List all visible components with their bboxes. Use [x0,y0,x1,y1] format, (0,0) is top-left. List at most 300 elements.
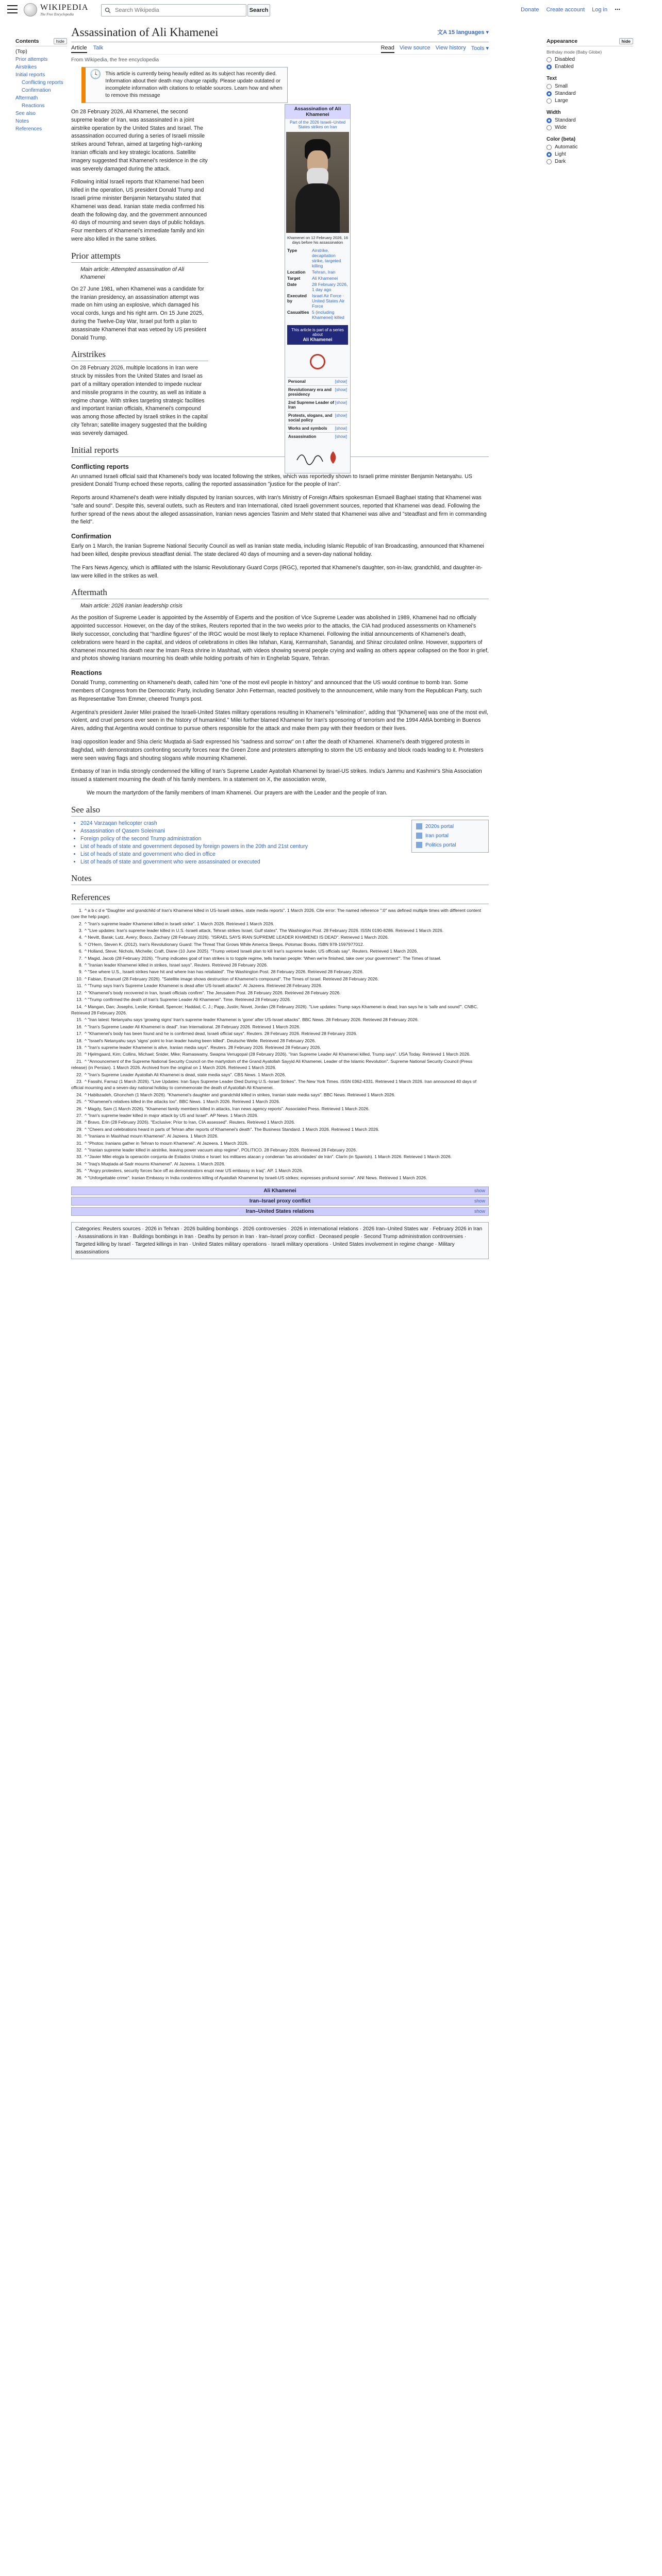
see-also-item[interactable]: • 2024 Varzaqan helicopter crash [80,820,319,827]
collapsible-label: Works and symbols [288,426,327,431]
infobox-value[interactable]: Tehran, Iran [312,269,336,275]
category-links[interactable]: Categories: Reuters sources · 2026 in Tehran · 2026 building bombings · 2026 controversies · 2026 in international relations · 2026 Iran–United States war · February 2026 in Iran · Assassinations in Iran · Buildings bombings in Iran · Deaths by person in Iran · Iran–Israel proxy conflict · Deceased people · Second Trump administration controversies · Targeted killing by Israel · Targeted killings in Iran · United States military operations · Israeli military operations · United States involvement in regime change · Military assassinations [71,1222,489,1259]
heading-airstrikes: Airstrikes [71,349,208,361]
infobox-key: Date [287,282,297,287]
reference-number: 19. [76,1044,82,1050]
search-input[interactable] [114,7,238,14]
site-header [0,0,662,21]
reference-number: 20. [76,1052,82,1057]
infobox-collapsible[interactable] [287,411,348,424]
reference-item [71,969,489,975]
show-toggle[interactable]: [show] [335,379,347,384]
reference-number: 31. [76,1140,82,1146]
portal-icon [416,833,422,839]
heading-references: References [71,892,489,904]
show-toggle[interactable]: [show] [335,426,347,431]
reference-item [71,990,489,996]
reference-item [71,934,489,940]
radio-button[interactable] [547,125,552,130]
radio-option[interactable] [547,125,633,130]
radio-option[interactable] [547,91,633,96]
reference-number: 1. [78,907,82,913]
language-button[interactable]: 文A 15 languages ▾ [437,29,489,36]
radio-label: Large [555,98,568,104]
reference-text[interactable]: ^ "Iranians in Mashhad mourn Khamenei". Al Jazeera. 1 March 2026. [85,1133,219,1139]
signature-image [285,442,350,473]
reference-item [71,1098,489,1105]
reference-item [71,1030,489,1037]
color-title: Color (beta) [547,137,576,142]
reactions-paragraph-2: Argentina's president Javier Milei praised the Israeli-United States military operations resulting in Khamenei's "elimination", adding that "[Khamenei] was one of the most evil, violent, and cruel persons ever seen in the history of humankind." Milei further blamed Khamenei for Iran's sponsoring of terrorism and the 1994 AMIA bombing in Buenos Aires, adding that Argentina would continue to pursue others responsible for the attack and make them pay with their freedom or their lives. [71,709,489,732]
infobox-collapsible[interactable] [287,385,348,398]
heading-prior-attempts: Prior attempts [71,251,208,263]
reference-item [71,955,489,961]
reference-text[interactable]: ^ "Iranian supreme leader killed in airstrike, leaving power vacuum atop regime". POLITICO. 28 February 2026. Retrieved 28 February 2026. [85,1147,357,1153]
reference-text[interactable]: ^ "Khamenei's body recovered in Iran, Israeli officials confirm". The Jerusalem Post. 28 February 2026. Retrieved 28 February 2026. [85,990,341,995]
more-options-icon[interactable]: ⋯ [615,7,621,13]
reference-text[interactable]: ^ "Angry protesters, security forces face off as demonstrators erupt near US embassy in Iraq". AP. 1 March 2026. [85,1168,303,1174]
navbox-show-toggle[interactable]: show [474,1198,485,1204]
reference-number: 30. [76,1133,82,1139]
reference-number: 21. [76,1058,82,1064]
navbox-title[interactable] [72,1208,488,1215]
radio-label: Light [555,151,566,157]
navbox-show-toggle[interactable]: show [474,1188,485,1194]
portal-link[interactable] [416,822,484,832]
reference-number: 27. [76,1113,82,1118]
portal-link[interactable] [416,841,484,850]
reference-number: 18. [76,1038,82,1043]
reference-text[interactable]: ^ "Iran's supreme leader Khamenei is alive, Iranian media says". Reuters. 28 February 2026. Retrieved 28 February 2026. [85,1044,321,1050]
reactions-paragraph-1: Donald Trump, commenting on Khamenei's death, called him "one of the most evil people in history" and announced that the US would continue to bomb Iran. Some members of Congress from the Democratic Party, including Senator John Fetterman, reacted positively to the announcement, while many from the Republican Party, such as Representative Tom Emmer, cheered Trump's post. [71,680,482,702]
radio-option[interactable] [547,144,633,150]
reactions-paragraph-3: Iraqi opposition leader and Shia cleric Muqtada al-Sadr expressed his "sadness and sorrow" on t after the death of Khamenei. Khamenei's death triggered protests in Baghdad, with demonstrators confronting security forces near the Green Zone and protesters attempting to storm the US embassy and block roads leading to it. Protesters were seen waving flags and shouting slogans while mourning Khamenei. [71,739,484,761]
reference-text[interactable]: ^ Magid, Jacob (28 February 2026). "Trump indicates goal of Iran strikes is to topple regime, tells Iranian people: 'When we're finished, take over your government'". The Times of Israel. [85,955,441,961]
show-toggle[interactable]: [show] [335,413,347,418]
portal-label: 2020s portal [425,823,454,829]
user-tools [521,6,620,13]
reference-item [71,1126,489,1132]
globe-icon [24,3,37,16]
conflicting-paragraph-2: Reports around Khamenei's death were initially disputed by Iranian sources, with Iran's Ministry of Foreign Affairs spokesman Esmaeil Baghaei stating that Khamenei was "safe and sound". Despite this, several outlets, such as Reuters and Iran International, cited Israeli government sources, reported that Khamenei was dead. Following the further spread of the news about the alleged assassination, Iranian news agencies Tasnim and Mehr stated that Khamenei was alive and "steadfast and firm in commanding the field". [71,495,487,526]
navbox-title[interactable] [72,1187,488,1195]
toc-hide-button[interactable]: hide [54,38,67,44]
reference-number: 35. [76,1168,82,1174]
reference-number: 24. [76,1092,82,1097]
reference-item [71,1024,489,1030]
reference-text[interactable]: ^ Fabian, Emanuel (28 February 2026). "Satellite image shows destruction of Khamenei's compound". The Times of Israel. Retrieved 28 February 2026. [85,976,379,981]
portal-label: Politics portal [425,842,456,848]
infobox-key: Target [287,276,301,281]
navbox-show-toggle[interactable]: show [474,1209,485,1214]
infobox-key: Executed by [287,293,307,303]
reference-text[interactable]: ^ "Iran's supreme leader Khamenei killed in Israeli strike". 1 March 2026. Retrieved 1 March 2026. [85,921,274,926]
main-menu-icon[interactable] [7,5,18,13]
color-group [547,137,633,164]
reference-number: 25. [76,1099,82,1105]
reference-text[interactable]: ^ "Iran's Supreme Leader Ali Khamenei is dead". Iran International. 28 February 2026. Retrieved 1 March 2026. [85,1024,301,1029]
heading-conflicting-reports: Conflicting reports [71,463,129,470]
infobox-title: Assassination of Ali Khamenei [285,105,350,119]
show-toggle[interactable]: [show] [335,387,347,392]
radio-label: Standard [555,117,576,123]
wikipedia-logo[interactable] [24,3,88,16]
confirmation-paragraph-1: Early on 1 March, the Iranian Supreme National Security Council as well as Iranian state media, including Islamic Republic of Iran Broadcasting, announced that Khamenei had been killed, despite previous steadfast denial. The state declared 40 days of mourning and a seven-day national holiday. [71,543,484,558]
infobox-value[interactable]: Airstrike, decapitation strike, targeted killing [312,248,341,268]
reference-text[interactable]: ^ Nevitt, Barak; Lutz, Avery; Bosco, Zachary (28 February 2026). "ISRAEL SAYS IRAN SUPREME LEADER KHAMENEI IS DEAD". Retrieved 1 March 2026. [85,935,389,940]
reference-text[interactable]: ^ Holland, Steve; Nichols, Michelle; Craft, Diane (10 June 2025). "Trump vetoed Israeli plan to kill Iran's supreme leader, US officials say". Reuters. Retrieved 1 March 2026. [85,948,418,954]
reference-item [71,1175,489,1181]
reference-text[interactable]: ^ "Trump says Iran's Supreme Leader Khamenei is dead after US-Israeli attacks". Al Jazeera. Retrieved 28 February 2026. [85,983,323,989]
radio-option[interactable] [547,117,633,123]
see-also-item[interactable]: • List of heads of state and government who were assassinated or executed [80,858,319,866]
reference-number: 7. [78,955,82,961]
reference-item [71,962,489,968]
table-of-contents [15,38,67,134]
toc-item[interactable]: References [15,126,42,132]
reference-number: 4. [78,935,82,940]
collapsible-label: Protests, slogans, and social policy [288,413,333,422]
reference-text[interactable]: ^ "Israel's Netanyahu says 'signs' point to Iran leader having been killed". Deutsche Welle. Retrieved 28 February 2026. [85,1038,316,1043]
reference-text[interactable]: ^ "Live updates: Iran's supreme leader killed in U.S.-Israeli attack, Tehran strikes Israel, Gulf states". The Washington Post. 28 February 2026. ISSN 0190-8286. Retrieved 1 March 2026. [85,928,444,934]
see-also-item[interactable]: • List of heads of state and government deposed by foreign powers in the 20th and 21st century [80,843,319,851]
see-also-item[interactable]: • List of heads of state and government who died in office [80,851,319,858]
reference-item [71,1038,489,1044]
airstrikes-paragraph: On 28 February 2026, multiple locations in Iran were struck by missiles from the United States and Israel as part of a military operation intended to impede nuclear and missile programs in the country, as well as initiate a regime change. With strikes targeting strategic facilities and important Iranian officials, Khamenei's compound was among those affected by Israeli strikes in the capital city Tehran; satellite imagery suggested that the building was severely damaged. [71,365,208,436]
infobox-value[interactable]: 28 February 2026, 1 day ago [312,282,348,292]
collapsible-label: Personal [288,379,306,384]
radio-label: Dark [555,159,566,164]
tab-read[interactable]: Read [381,45,394,53]
portal-link[interactable] [416,832,484,841]
portal-icon [416,823,422,829]
reference-number: 23. [76,1078,82,1084]
conflicting-paragraph-1: An unnamed Israeli official said that Khamenei's body was located following the strikes, which was reportedly shown to Israeli prime minister Benjamin Netanyahu. US president Donald Trump echoed these reports, calling the reported assassination "justice for the people of Iran". [71,473,472,488]
infobox-value[interactable]: Ali Khamenei [312,276,338,281]
navbox-title-text: Ali Khamenei [263,1188,296,1194]
clock-icon: 🕓 [90,69,102,79]
reference-item [71,1044,489,1050]
infobox-row [287,269,348,275]
show-label: show [336,387,346,392]
references-list [71,907,489,1181]
reference-text[interactable]: ^ "Unforgettable crime": Iranian Embassy in India condemns killing of Ayatollah Khamenei by Israeli-US strikes; expresses profound sorrow". ANI News. Retrieved 1 March 2026. [85,1175,427,1180]
reference-text[interactable]: ^ Mangan, Dan; Josephs, Leslie; Kimball, Spencer; Haddad, C. J.; Papp, Justin; Novet, Jordan (28 February 2026). "Live updates: Trump says Khamenei is dead; Iran says he is 'safe and sound'". CNBC. Retrieved 28 February 2026. [71,1004,478,1015]
reference-item [71,1004,489,1016]
heading-notes: Notes [71,873,489,885]
series-name: Ali Khamenei [303,337,333,342]
radio-button[interactable] [547,152,552,157]
reference-item [71,1072,489,1078]
confirmation-paragraph-2: The Fars News Agency, which is affiliated with the Islamic Revolutionary Guard Corps (IRGC), reported that Khamenei's daughter, son-in-law, grandchild, and daughter-in-law were killed in the strikes as well. [71,564,483,579]
navbox-title-text: Iran–Israel proxy conflict [249,1198,311,1205]
donate-link[interactable]: Donate [521,6,539,13]
search-box[interactable] [101,4,246,16]
reference-text[interactable]: ^ "Photos: Iranians gather in Tehran to mourn Khamenei". Al Jazeera. 1 March 2026. [85,1140,249,1146]
radio-button[interactable] [547,145,552,150]
see-also-item[interactable]: • Assassination of Qasem Soleimani [80,827,319,835]
toc-item[interactable]: Aftermath [15,95,38,101]
show-label: show [336,426,346,431]
reference-text[interactable]: ^ "Khamenei's relatives killed in the attacks too". BBC News. 1 March 2026. Retrieved 1 March 2026. [85,1099,280,1105]
navbox-title[interactable] [72,1197,488,1205]
lead-paragraph-2: Following initial Israeli reports that Khamenei had been killed in the operation, US president Donald Trump and Israeli prime minister Benjamin Netanyahu stated that Khamenei was dead. Iranian state media confirmed his death the following day, and the government announced 40 days of mourning and seven days of public holidays. Four members of Khamenei's immediate family and kin were also killed in the same strikes. [71,179,207,242]
reference-number: 2. [78,921,82,926]
logo-title: WIKIPEDIA [40,3,89,12]
reference-item [71,1106,489,1112]
heading-confirmation: Confirmation [71,533,111,540]
radio-label: Small [555,83,568,89]
toc-item[interactable]: Initial reports [15,72,45,78]
reference-number: 15. [76,1017,82,1023]
reference-number: 8. [78,962,82,968]
current-event-notice [81,67,288,103]
reference-text[interactable]: ^ O'Hern, Steven K. (2012). Iran's Revolutionary Guard: The Threat That Grows While America Sleeps. Potomac Books. ISBN 978-1597977012. [85,941,365,947]
radio-button[interactable] [547,57,552,62]
reference-item [71,1051,489,1057]
appearance-panel [547,38,633,171]
heading-reactions: Reactions [71,669,102,677]
radio-label: Standard [555,91,576,96]
navbox [71,1207,489,1216]
aftermath-hatnote[interactable]: Main article: 2026 Iranian leadership crisis [80,603,183,609]
radio-button[interactable] [547,118,552,123]
reference-number: 5. [78,941,82,947]
collapsible-label: Assassination [288,434,317,439]
infobox-key: Type [287,248,297,253]
radio-option[interactable] [547,151,633,157]
tab-tools[interactable]: Tools ▾ [471,45,489,52]
reference-number: 26. [76,1106,82,1111]
aftermath-paragraph: As the position of Supreme Leader is appointed by the Assembly of Experts and the position of Vice Supreme Leader was abolished in 1989, Khamenei had no officially appointed successor. However, on the day of the strikes, Reuters reported that in the two weeks prior to the attacks, the CIA had produced assessments on Khamenei's likely successor, concluding that "hardline figures" of the IRGC would be most likely to replace Khamenei. Following the initial announcements of Khamenei's death, celebrations were heard in the capital, and videos of celebrations in cities like Isfahan, Karaj, Kermanshah, Sanandaj, and Shiraz circulated online. However, supporters of Khamenei mourned his death near the Imam Reza shrine in Mashhad, with videos showing several people crying and wailing as others appear collapsed on the floor in grief, and photos showing Iranians mourning his death while holding portraits of him in Enghelab Square, Tehran. [71,615,489,662]
reference-text[interactable]: ^ Hjelmgaard, Kim; Collins, Michael; Snider, Mike; Ramaswamy, Swapna Venugopal (28 February 2026). "Iran Supreme Leader Ali Khamenei killed, Trump says". USA Today. Retrieved 1 March 2026. [85,1052,471,1057]
reference-text[interactable]: ^ "Khamenei's body has been found and he is confirmed dead, Israeli official says". Reuters. 28 February 2026. Retrieved 28 February 2026. [85,1031,357,1037]
reference-text[interactable]: ^ "Iran's supreme leader killed in major attack by US and Israel". AP News. 1 March 2026. [85,1113,259,1118]
tab-talk[interactable]: Talk [93,45,104,51]
show-label: show [336,413,346,418]
search-button[interactable]: Search [247,4,270,16]
reference-text[interactable]: ^ "Iraq's Muqtada al-Sadr mourns Khamenei". Al Jazeera. 1 March 2026. [85,1161,225,1166]
infobox-row [287,310,348,320]
reference-number: 16. [76,1024,82,1029]
navboxes [71,1187,489,1216]
reference-number: 13. [76,997,82,1003]
reference-number: 14. [76,1004,82,1009]
series-label: This article is part of a series about [291,328,344,337]
show-label: show [336,379,346,384]
radio-button[interactable] [547,98,552,104]
infobox-value[interactable]: Israel Air Force · United States Air Force [312,293,345,309]
reference-item [71,1161,489,1167]
collapsible-label: 2nd Supreme Leader of Iran [288,400,334,410]
prior-paragraph: On 27 June 1981, when Khamenei was a candidate for the Iranian presidency, an assassination attempt was made on him using an explosive, which damaged his vocal cords, lungs and his right arm. On 15 June 2025, during the Twelve-Day War, Israel put forth a plan to assassinate Khamenei that was vetoed by US president Donald Trump. [71,285,207,341]
toc-item[interactable]: Conflicting reports [22,80,63,86]
appearance-title: Appearance [547,38,578,44]
infobox-row [287,276,348,281]
reference-item [71,1167,489,1174]
reference-text[interactable]: ^ "Cheers and celebrations heard in parts of Tehran after reports of Khamenei's death". The Business Standard. 1 March 2026. Retrieved 1 March 2026. [85,1126,379,1132]
reference-text[interactable]: ^ "Iranian leader Khamenei killed in strikes, Israel says". Reuters. Retrieved 28 February 2026. [85,962,268,968]
radio-option[interactable] [547,159,633,164]
text-size-group [547,76,633,104]
reference-item [71,1147,489,1153]
radio-option[interactable] [547,57,633,62]
infobox-key: Casualties [287,310,309,315]
toc-item[interactable]: Reactions [22,103,45,109]
reference-number: 3. [78,928,82,934]
portrait-caption: Khamenei on 12 February 2026, 16 days before his assassination [287,235,348,245]
reference-number: 22. [76,1072,82,1077]
reactions-paragraph-4: Embassy of Iran in India strongly condemned the killing of Iran's Supreme Leader Ayatollah Khamenei by Israel-US strikes. India's Jammu and Kashmir's Shia Association issued a statement mourning the death of his family members. In a statement on X, the association wrote, [71,768,482,783]
navbox-title-text: Iran–United States relations [245,1209,315,1215]
birthday-mode-group [547,49,633,70]
show-label: show [336,400,346,405]
reference-number: 9. [78,969,82,975]
signature-icon [294,447,325,468]
reference-item [71,1119,489,1125]
reference-number: 11. [76,983,82,989]
reference-text[interactable]: ^ Bravo, Erin (28 February 2026). "Exclusive: Prior to Iran, CIA assessed". Reuters. Retrieved 1 March 2026. [85,1120,295,1125]
reference-text[interactable]: ^ "Javier Milei elogia la operación conjunta de Estados Unidos e Israel: los militares atacan y condenan 'las atrocidades' de Irán". Clarín (in Spanish). 1 March 2026. Retrieved 1 March 2026. [85,1154,452,1160]
toc-item[interactable]: Airstrikes [15,64,37,70]
radio-label: Automatic [555,144,578,150]
radio-button[interactable] [547,159,552,164]
toc-title: Contents [15,38,39,44]
reference-item [71,1016,489,1023]
reference-item [71,1092,489,1098]
infobox-row [287,248,348,268]
radio-option[interactable] [547,98,633,104]
radio-button[interactable] [547,84,552,89]
width-group [547,110,633,130]
tab-view-source[interactable]: View source [399,45,431,51]
reference-number: 33. [76,1154,82,1160]
infobox-key: Location [287,269,306,275]
reference-number: 29. [76,1126,82,1132]
radio-option[interactable] [547,83,633,89]
search-icon [105,7,111,13]
navbox [71,1197,489,1206]
reference-item [71,921,489,927]
login-link[interactable]: Log in [592,6,608,13]
reference-text[interactable]: ^ "See where U.S., Israeli strikes have hit and where Iran has retaliated". The Washington Post. 28 February 2026. Retrieved 28 February 2026. [85,969,364,975]
collapsible-label: Revolutionary era and presidency [288,387,332,397]
infobox-row [287,293,348,309]
reference-item [71,1154,489,1160]
lead-paragraph-1: On 28 February 2026, Ali Khamenei, the second supreme leader of Iran, was assassinated in a joint airstrike operation by the United States and Israel. The assassination occurred during a series of Israeli missile strikes around Tehran, aimed at targeting high-ranking Iranian officials and key strategic locations. Satellite imagery suggested that Khamenei's residence in the city was severely damaged during the attack. [71,109,208,172]
toc-item[interactable]: (Top) [15,49,27,55]
page-title: Assassination of Ali Khamenei [71,26,219,39]
reference-item [71,996,489,1003]
portal-icon [416,842,422,848]
heading-initial-reports: Initial reports [71,445,489,457]
radio-label: Enabled [555,64,574,70]
infobox-collapsible[interactable] [287,424,348,432]
show-label: show [336,434,346,439]
reference-text[interactable]: ^ "Trump confirmed the death of Iran's Supreme Leader Ali Khamenei". Time. Retrieved 28 February 2026. [85,997,291,1003]
reference-number: 17. [76,1031,82,1037]
reference-item [71,927,489,934]
reference-item [71,1140,489,1146]
show-toggle[interactable]: [show] [335,400,347,405]
infobox [285,104,351,473]
reference-item [71,1133,489,1139]
reference-text[interactable]: ^ Magdy, Sam (1 March 2026). "Khamenei family members killed in attacks, Iran news agency reports". Associated Press. Retrieved 1 March 2026. [85,1106,370,1111]
appearance-hide-button[interactable]: hide [619,38,633,44]
create-account-link[interactable]: Create account [546,6,585,13]
reference-item [71,982,489,989]
reference-item [71,948,489,954]
reference-item [71,1112,489,1118]
infobox-collapsible[interactable] [287,398,348,411]
reference-number: 10. [76,976,82,981]
reference-text[interactable]: ^ "Iran's Supreme Leader Ayatollah Ali Khamenei is dead, state media says". CBS News. 1 March 2026. [85,1072,286,1077]
heading-aftermath: Aftermath [71,587,489,599]
reference-text[interactable]: ^ "Announcement of the Supreme National Security Council on the martyrdom of the Grand Ayatollah Sayyid Ali Khamenei, Leader of the Islamic Revolution". Supreme National Security Council (Press release) (in Persian). 1 March 2026. Archived from the original on 1 March 2026. Retrieved 1 March 2026. [71,1058,473,1071]
logo-subtitle: The Free Encyclopedia [40,12,74,16]
toc-item[interactable]: Confirmation [22,88,51,93]
reference-item [71,941,489,947]
series-header [287,325,348,345]
infobox-value[interactable]: 5 (including Khamenei) killed [312,310,344,320]
reactions-quote: We mourn the martyrdom of the family members of Imam Khamenei. Our prayers are with the Leader and the people of Iran. [87,790,388,796]
radio-label: Disabled [555,57,575,62]
toc-item[interactable]: Prior attempts [15,57,48,62]
heading-see-also: See also [71,805,489,817]
tab-article[interactable]: Article [71,45,87,53]
portal-label: Iran portal [425,833,449,839]
width-title: Width [547,110,561,115]
article [71,25,489,1259]
radio-button[interactable] [547,64,552,70]
tagline: From Wikipedia, the free encyclopedia [71,57,159,63]
reference-number: 28. [76,1120,82,1125]
infobox-collapsible[interactable] [287,432,348,440]
radio-option[interactable] [547,64,633,70]
toc-item[interactable]: See also [15,111,36,116]
reference-number: 34. [76,1161,82,1166]
infobox-subtitle[interactable]: Part of the 2026 Israeli–United States strikes on Iran [289,120,346,129]
text-size-title: Text [547,76,557,81]
reference-number: 12. [76,990,82,995]
birthday-mode-label: Birthday mode (Baby Globe) [547,49,602,55]
series-emblem [285,346,350,377]
show-toggle[interactable]: [show] [335,434,347,439]
navbox [71,1187,489,1195]
reference-item [71,907,489,920]
reference-text[interactable]: ^ "Iran latest: Netanyahu says 'growing signs' Iran's supreme leader Khamenei is 'gone' after US-Israel attacks". BBC News. 28 February 2026. Retrieved 28 February 2026. [85,1017,419,1023]
radio-button[interactable] [547,91,552,96]
tab-view-history[interactable]: View history [435,45,466,51]
khamenei-portrait[interactable] [286,132,349,233]
reference-number: 6. [78,948,82,954]
reference-number: 32. [76,1147,82,1153]
reference-text[interactable]: ^ a b c d e "Daughter and grandchild of Iran's Khamenei killed in US-Israeli strikes, state media reports". 1 March 2026. Cite error: The named reference ":0" was defined multiple times with different content (see the help page). [71,907,482,920]
reference-item [71,1058,489,1071]
reference-text[interactable]: ^ Habibzadeh, Ghoncheh (1 March 2026). "Khamenei's daughter and grandchild killed in strikes, Iranian state media says". BBC News. Retrieved 1 March 2026. [85,1092,395,1097]
reference-item [71,976,489,982]
notice-text: This article is currently being heavily edited as its subject has recently died. Information about their death may change rapidly. Please update outdated or incomplete information with citations to reliable sources. Learn how and when to remove this message [105,71,283,98]
infobox-row [287,282,348,292]
see-also-section [71,820,489,866]
see-also-item[interactable]: • Foreign policy of the second Trump administration [80,835,319,843]
prior-hatnote[interactable]: Main article: Attempted assassination of Ali Khamenei [80,266,185,280]
toc-item[interactable]: Notes [15,118,29,124]
infobox-collapsible[interactable] [287,377,348,385]
reference-number: 36. [76,1175,82,1180]
lead-section [71,67,489,438]
reference-text[interactable]: ^ Fassihi, Farnaz (1 March 2026). "Live Updates: Iran Says Supreme Leader Died During U.S.-Israel Strikes". The New York Times. ISSN 0362-4331. Retrieved 1 March 2026. Iran announced 40 days of official mourning and a seven-day national holiday to commemorate the death of Ayatollah Ali Khamenei. [71,1078,477,1091]
